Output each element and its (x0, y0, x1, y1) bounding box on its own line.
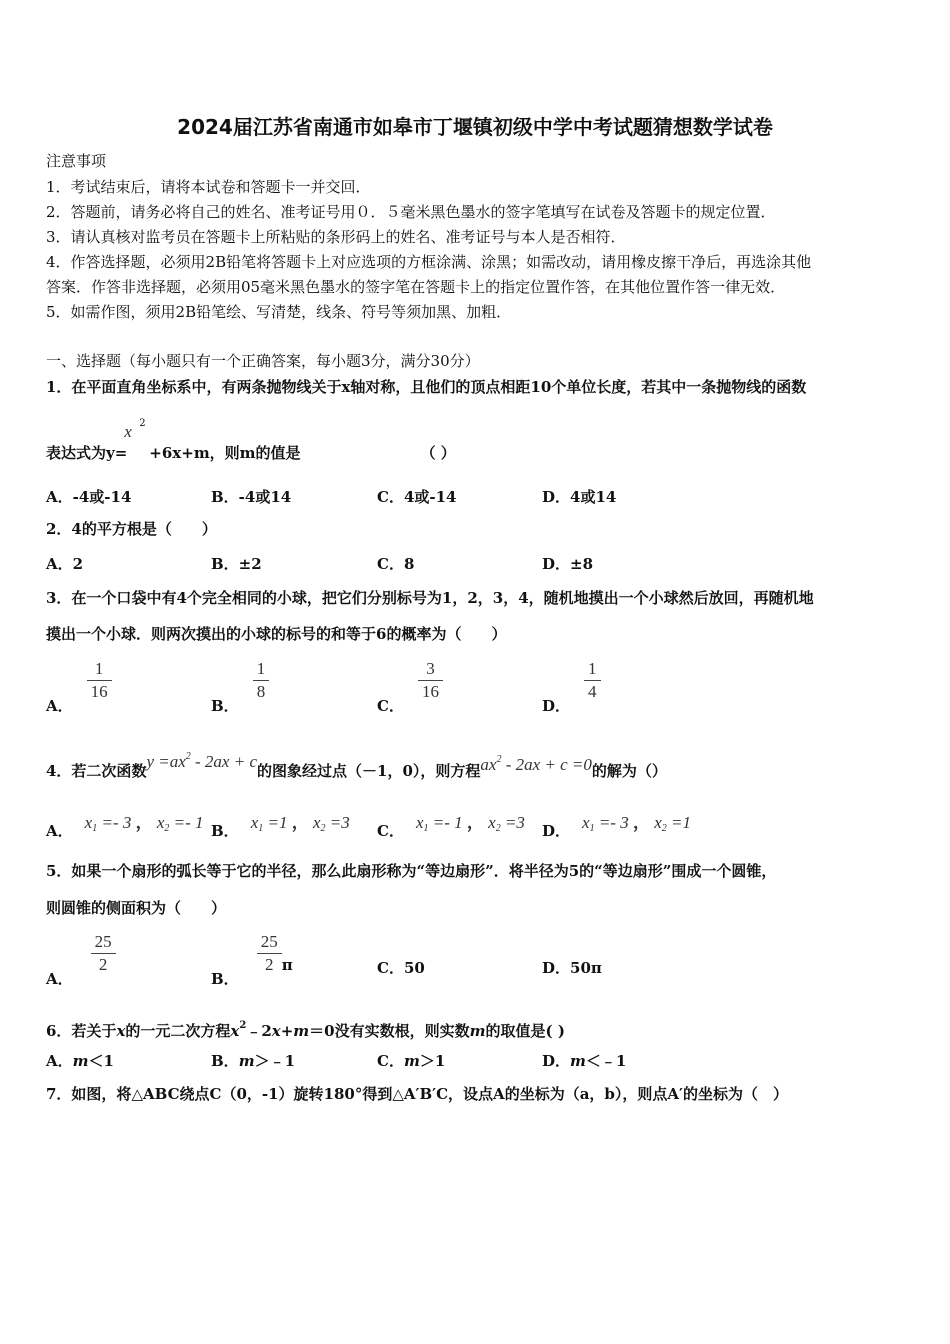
relation: ＜1 (88, 1052, 114, 1070)
q1-power (124, 418, 149, 458)
solution (85, 813, 204, 832)
relation: ＞﹣1 (254, 1052, 295, 1070)
option-d[interactable] (542, 658, 601, 715)
q4-mid: 的图象经过点（－1，0），则方程 (257, 762, 481, 780)
numerator: 1 (253, 658, 270, 681)
sub: 2 (164, 823, 170, 834)
denominator: 2 (264, 955, 274, 974)
q6-e: ＝0没有实数根，则实数 (309, 1022, 470, 1040)
m: m (403, 1052, 420, 1070)
option-d[interactable]: D．50π (542, 959, 602, 977)
x1: x (250, 813, 259, 832)
value2: =- 1 (173, 813, 204, 832)
option-b[interactable]: B．-4或14 (211, 488, 292, 506)
q1-suffix: +6x+m，则m的值是 (149, 444, 301, 462)
notice-item: 答案．作答非选择题，必须用05毫米黑色墨水的签字笔在答题卡上的指定位置作答，在其他位置作答一律无效． (46, 278, 786, 296)
question-3-line2: 摸出一个小球．则两次摸出的小球的标号的和等于6的概率为（ ） (46, 625, 507, 643)
option-label: D． (542, 1052, 571, 1070)
notice-item: 2．答题前，请务必将自己的姓名、准考证号用０．５毫米黑色墨水的签字笔填写在试卷及答题卡的规定位置． (46, 203, 776, 221)
x1: x (582, 813, 590, 832)
denominator: 16 (90, 682, 108, 701)
denominator: 16 (421, 682, 439, 701)
q1-prefix: 表达式为y= (46, 444, 128, 462)
relation: ＞1 (419, 1052, 446, 1070)
question-4-stem (46, 751, 906, 781)
notice-item: 3．请认真核对监考员在答题卡上所粘贴的条形码上的姓名、准考证号与本人是否相符． (46, 228, 626, 246)
fraction (257, 931, 282, 976)
option-label: B． (211, 696, 239, 715)
sub: 2 (495, 823, 501, 834)
numerator: 1 (87, 658, 112, 681)
q6-m2: m (469, 1022, 486, 1040)
value2: =3 (504, 813, 525, 832)
option-c[interactable] (377, 1050, 445, 1071)
option-a[interactable]: A．-4或-14 (46, 488, 132, 506)
option-a[interactable] (46, 931, 116, 988)
sep: ， (291, 813, 309, 832)
notice-item: 4．作答选择题，必须用2B铅笔将答题卡上对应选项的方框涂满、涂黑；如需改动，请用橡皮擦干净后，再选涂其他 (46, 253, 812, 271)
question-7-stem: 7．如图，将△ABC绕点C（0，-1）旋转180°得到△A′B′C，设点A的坐标为（a，b），则点A′的坐标为（ ） (46, 1085, 788, 1103)
option-c[interactable]: C．8 (377, 555, 415, 573)
fraction (584, 658, 601, 703)
q4-function (146, 752, 257, 771)
option-d[interactable] (542, 1050, 626, 1071)
option-d[interactable]: D．4或14 (542, 488, 617, 506)
q4-func-exp: 2 (185, 751, 191, 762)
x2: x (156, 813, 165, 832)
option-a[interactable] (46, 808, 204, 840)
value2: =1 (671, 813, 691, 832)
q4-eq-exp: 2 (496, 754, 502, 765)
option-label: C． (377, 1052, 404, 1070)
value1: =- 3 (598, 813, 629, 832)
pi: π (281, 955, 293, 974)
x2: x (654, 813, 662, 832)
option-label: A． (46, 696, 73, 715)
q4-eq-b: - 2ax + c =0 (501, 755, 592, 774)
q6-c: ﹣2 (246, 1022, 272, 1040)
q6-m: m (293, 1022, 310, 1040)
option-label: C． (377, 696, 404, 715)
option-c[interactable]: C．50 (377, 959, 425, 977)
solution (416, 813, 525, 832)
option-label: B． (211, 1052, 239, 1070)
notice-heading: 注意事项 (46, 152, 107, 170)
q1-paren: （ ） (420, 444, 456, 462)
q4-eq-a: ax (480, 755, 497, 774)
q6-d: + (280, 1022, 294, 1040)
sep: ， (632, 813, 650, 832)
question-1-line2 (46, 418, 906, 463)
q6-x: x (116, 1022, 126, 1040)
q6-x3: x (271, 1022, 281, 1040)
notice-item: 1．考试结束后，请将本试卷和答题卡一并交回． (46, 178, 371, 196)
numerator: 25 (91, 931, 116, 954)
option-label: B． (211, 822, 239, 840)
option-label: A． (46, 1052, 73, 1070)
option-b[interactable] (211, 658, 269, 715)
option-b[interactable] (211, 931, 293, 988)
page-title: 2024届江苏省南通市如皋市丁堰镇初级中学中考试题猜想数学试卷 (177, 115, 773, 139)
option-c[interactable]: C．4或-14 (377, 488, 457, 506)
option-b[interactable] (211, 808, 350, 840)
q6-a: 6．若关于 (46, 1022, 117, 1040)
value2: =3 (329, 813, 350, 832)
q4-equation (480, 755, 592, 774)
option-d[interactable]: D．±8 (542, 555, 594, 573)
value1: =1 (267, 813, 288, 832)
x2: x (488, 813, 496, 832)
x1: x (84, 813, 93, 832)
q6-x2: x (230, 1022, 240, 1040)
q6-exp: 2 (239, 1020, 247, 1031)
denominator: 4 (588, 682, 597, 701)
fraction (253, 658, 270, 703)
option-d[interactable] (542, 808, 691, 840)
value1: =- 3 (101, 813, 132, 832)
question-3-line1: 3．在一个口袋中有4个完全相同的小球，把它们分别标号为1，2，3，4，随机地摸出一个小球然后放回，再随机地 (46, 589, 814, 607)
option-c[interactable] (377, 808, 525, 840)
q4-prefix: 4．若二次函数 (46, 762, 147, 780)
fraction (91, 931, 116, 976)
q6-b: 的一元二次方程 (125, 1022, 231, 1040)
m: m (72, 1052, 89, 1070)
q1-exp: 2 (139, 418, 146, 429)
option-label: D． (542, 822, 571, 840)
m: m (570, 1052, 586, 1070)
sub: 1 (589, 823, 595, 834)
relation: ＜﹣1 (585, 1052, 627, 1070)
option-label: C． (377, 822, 404, 840)
denominator: 2 (98, 955, 108, 974)
option-c[interactable] (377, 658, 443, 715)
option-label: A． (46, 822, 73, 840)
x1: x (415, 813, 424, 832)
numerator: 3 (418, 658, 443, 681)
numerator: 25 (257, 931, 282, 954)
sub: 1 (423, 823, 429, 834)
solution (251, 813, 350, 832)
q4-func-a: y =ax (146, 752, 186, 771)
sub: 2 (661, 823, 667, 834)
notice-item: 5．如需作图，须用2B铅笔绘、写清楚，线条、符号等须加黑、加粗． (46, 303, 512, 321)
option-a[interactable] (46, 1050, 114, 1071)
question-1-line1: 1．在平面直角坐标系中，有两条抛物线关于x轴对称，且他们的顶点相距10个单位长度，若其中一条抛物线的函数 (46, 378, 807, 396)
fraction (418, 658, 443, 703)
option-label: A． (46, 969, 73, 988)
denominator: 8 (256, 682, 266, 701)
m: m (238, 1052, 255, 1070)
numerator: 1 (584, 658, 601, 681)
fraction (87, 658, 112, 703)
question-5-options (46, 931, 906, 991)
value1: =- 1 (432, 813, 463, 832)
q4-func-b: - 2ax + c (190, 752, 257, 771)
question-5-line2: 则圆锥的侧面积为（ ） (46, 899, 227, 917)
sub: 2 (320, 823, 326, 834)
q4-suffix: 的解为（） (591, 762, 667, 780)
sep: ， (135, 813, 153, 832)
question-5-line1: 5．如果一个扇形的弧长等于它的半径，那么此扇形称为“等边扇形”．将半径为5的“等边扇形”围成一个圆锥， (46, 862, 777, 880)
q6-f: 的取值是( ) (485, 1022, 565, 1040)
solution (582, 813, 691, 832)
option-label: D． (542, 696, 571, 715)
q1-x: x (124, 422, 132, 441)
option-b[interactable]: B．±2 (211, 555, 262, 573)
question-2-stem: 2．4的平方根是（ ） (46, 520, 217, 538)
sub: 1 (258, 823, 264, 834)
option-a[interactable] (46, 658, 112, 715)
section-heading: 一、选择题（每小题只有一个正确答案，每小题3分，满分30分） (46, 352, 480, 370)
option-b[interactable] (211, 1050, 295, 1071)
question-4-options (46, 808, 906, 868)
option-label: B． (211, 969, 239, 988)
question-3-options (46, 658, 906, 718)
option-a[interactable]: A．2 (46, 555, 84, 573)
x2: x (312, 813, 321, 832)
sub: 1 (92, 823, 98, 834)
question-6-stem (46, 1016, 906, 1041)
sep: ， (466, 813, 484, 832)
